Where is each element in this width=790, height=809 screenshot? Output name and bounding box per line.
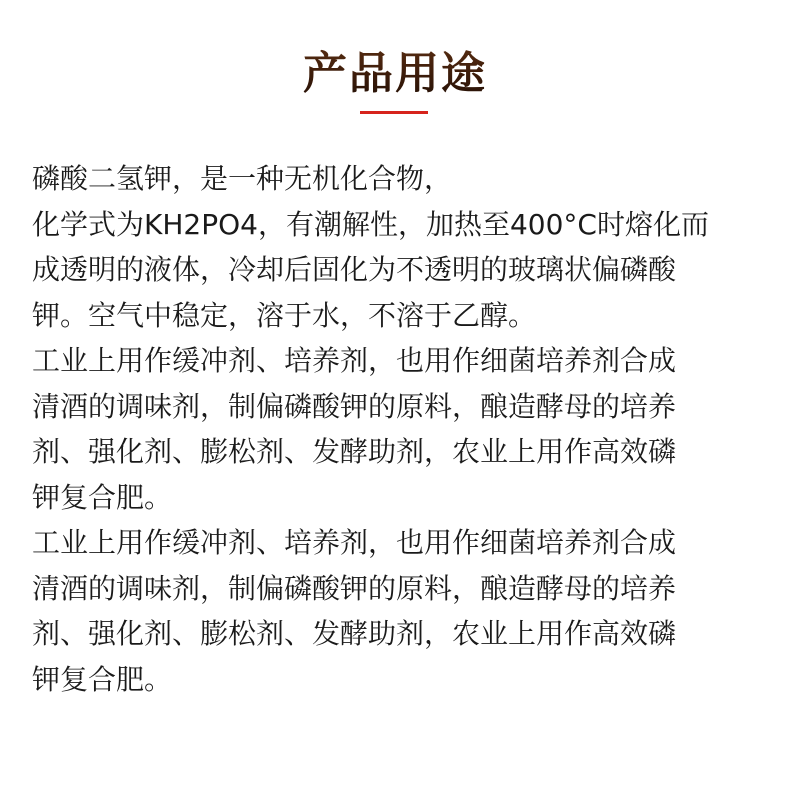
page-title: 产品用途: [0, 42, 790, 106]
text-line: 钾复合肥。: [32, 480, 173, 514]
text-line: 工业上用作缓冲剂、培养剂，也用作细菌培养剂合成: [32, 344, 677, 377]
text-line: 清酒的调味剂，制偏磷酸钾的原料，酿造酵母的培养: [32, 389, 677, 423]
text-line: 钾。空气中稳定，溶于水，不溶于乙醇。: [32, 298, 537, 332]
text-line: 工业上用作缓冲剂、培养剂，也用作细菌培养剂合成: [32, 526, 677, 559]
text-line: 剂、强化剂、膨松剂、发酵助剂，农业上用作高效磷: [32, 617, 677, 650]
text-line: 清酒的调味剂，制偏磷酸钾的原料，酿造酵母的培养: [32, 571, 677, 605]
text-line: 钾复合肥。: [32, 662, 173, 696]
title-underline: [360, 111, 428, 114]
text-line: 成透明的液体，冷却后固化为不透明的玻璃状偏磷酸: [32, 253, 677, 286]
text-line: 磷酸二氢钾，是一种无机化合物，: [32, 162, 453, 195]
text-line: 剂、强化剂、膨松剂、发酵助剂，农业上用作高效磷: [32, 435, 677, 468]
text-line: 化学式为KH2PO4，有潮解性，加热至400°C时熔化而: [32, 207, 709, 241]
body-text: [32, 156, 762, 702]
